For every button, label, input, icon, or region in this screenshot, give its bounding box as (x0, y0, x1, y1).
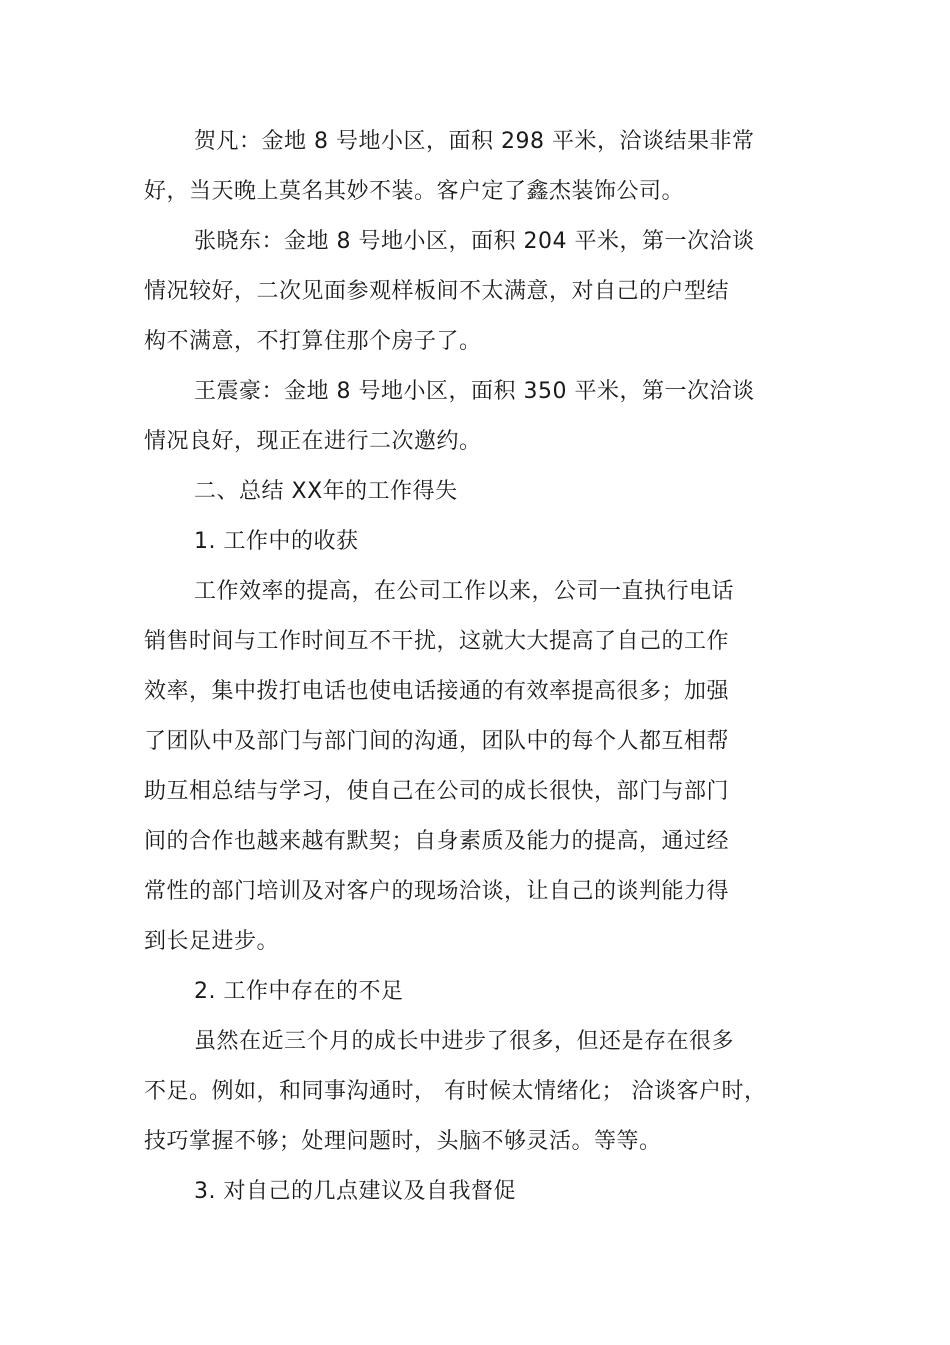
section-heading: 二、总结 XX年的工作得失 (194, 479, 458, 504)
text-line: 张晓东：金地 8 号地小区，面积 204 平米，第一次洽谈 (194, 229, 755, 254)
text-line: 贺凡：金地 8 号地小区，面积 298 平米，洽谈结果非常 (194, 129, 755, 154)
text-line: 好，当天晚上莫名其妙不装。客户定了鑫杰装饰公司。 (144, 179, 685, 204)
text-line: 技巧掌握不够；处理问题时，头脑不够灵活。等等。 (144, 1129, 662, 1154)
text-line: 情况较好，二次见面参观样板间不太满意，对自己的户型结 (144, 279, 730, 304)
text-line: 效率，集中拨打电话也使电话接通的有效率提高很多；加强 (144, 679, 730, 704)
text-line: 王震豪：金地 8 号地小区，面积 350 平米，第一次洽谈 (194, 379, 755, 404)
text-line: 情况良好，现正在进行二次邀约。 (144, 429, 482, 454)
subsection-heading: 1. 工作中的收获 (194, 529, 359, 554)
subsection-heading: 2. 工作中存在的不足 (194, 979, 404, 1004)
text-line: 工作效率的提高，在公司工作以来，公司一直执行电话 (194, 579, 735, 604)
text-line: 常性的部门培训及对客户的现场洽谈，让自己的谈判能力得 (144, 879, 730, 904)
text-line: 了团队中及部门与部门间的沟通，团队中的每个人都互相帮 (144, 729, 730, 754)
text-line: 到长足进步。 (144, 929, 280, 954)
subsection-heading: 3. 对自己的几点建议及自我督促 (194, 1179, 516, 1204)
text-line: 间的合作也越来越有默契；自身素质及能力的提高，通过经 (144, 829, 730, 854)
text-line: 不足。例如，和同事沟通时， 有时候太情绪化； 洽谈客户时， (144, 1079, 767, 1104)
text-line: 虽然在近三个月的成长中进步了很多，但还是存在很多 (194, 1029, 735, 1054)
text-line: 助互相总结与学习，使自己在公司的成长很快，部门与部门 (144, 779, 730, 804)
text-line: 构不满意，不打算住那个房子了。 (144, 329, 482, 354)
text-line: 销售时间与工作时间互不干扰，这就大大提高了自己的工作 (144, 629, 730, 654)
